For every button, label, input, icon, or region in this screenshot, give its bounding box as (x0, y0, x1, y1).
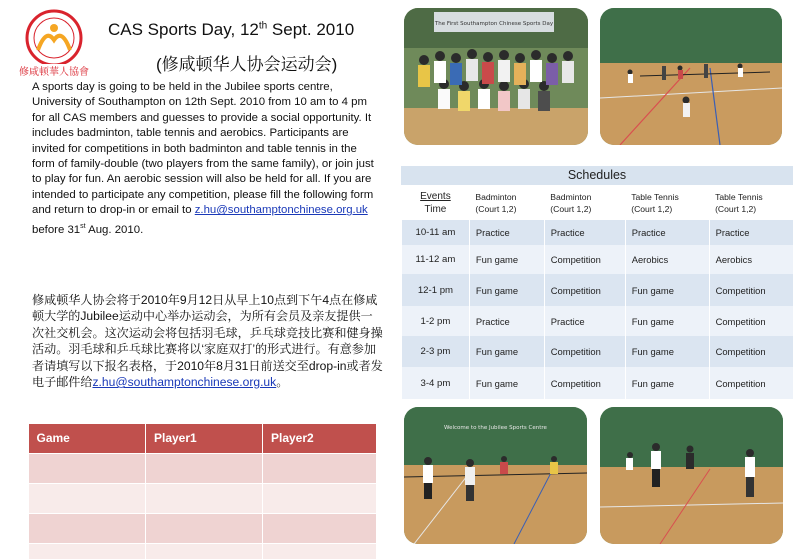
table-row (29, 453, 377, 483)
table-cell[interactable] (29, 483, 146, 513)
hall-banner-text: Welcome to the Jubilee Sports Centre (444, 425, 547, 431)
time-cell: 11-12 am (402, 245, 470, 274)
event-cell: Practice (625, 220, 709, 245)
event-cell: Fun game (469, 245, 544, 274)
table-cell[interactable] (146, 543, 263, 559)
column-header: Badminton (Court 1,2) (469, 185, 544, 220)
badminton-match-photo (404, 407, 587, 544)
column-header: Badminton (Court 1,2) (544, 185, 625, 220)
email-link-en[interactable]: z.hu@southamptonchinese.org.uk (194, 204, 368, 217)
column-header-game: Game (29, 424, 146, 453)
column-header: Table Tennis (Court 1,2) (625, 185, 709, 220)
table-cell[interactable] (146, 483, 263, 513)
table-row (29, 483, 377, 513)
event-cell: Competition (544, 274, 625, 306)
event-cell: Practice (469, 220, 544, 245)
event-cell: Competition (709, 274, 793, 306)
column-header-player1: Player1 (146, 424, 263, 453)
table-row (402, 245, 793, 274)
event-cell: Competition (709, 306, 793, 336)
banner-text: The First Southampton Chinese Sports Day (434, 21, 554, 27)
table-cell[interactable] (29, 453, 146, 483)
sports-hall-photo (600, 8, 782, 145)
group-photo (404, 8, 588, 145)
schedules-table (401, 185, 793, 399)
table-row (402, 336, 793, 367)
intro-chinese: 修咸顿华人协会将于2010年9月12日从早上10点到下午4点在修咸顿大学的Jubilee运动中心举办运动会，为所有会员及亲友提供一次社交机会。这次运动会将包括羽毛球，乒乓球竞技比赛和健身操活动。羽毛球和乒乓球比赛将以‘家庭双打’的形式进行。有意参加者请填写以下报名表格，于2010年8月31日前送交至drop-in或者发电子邮件给z.hu@southamptonchinese.org.uk。 (32, 293, 383, 390)
event-cell: Fun game (625, 274, 709, 306)
event-cell: Fun game (625, 367, 709, 399)
event-cell: Competition (544, 367, 625, 399)
event-cell: Fun game (469, 274, 544, 306)
schedules-panel (401, 166, 793, 399)
schedules-title: Schedules (401, 166, 793, 185)
event-cell: Fun game (469, 367, 544, 399)
table-cell[interactable] (263, 513, 377, 543)
table-row (402, 220, 793, 245)
table-row (29, 513, 377, 543)
event-cell: Competition (544, 245, 625, 274)
email-link-zh[interactable]: z.hu@southamptonchinese.org.uk (92, 375, 277, 390)
event-cell: Practice (544, 306, 625, 336)
event-cell: Fun game (625, 336, 709, 367)
cas-logo (14, 6, 94, 82)
table-cell[interactable] (263, 453, 377, 483)
time-cell: 3-4 pm (402, 367, 470, 399)
table-cell[interactable] (29, 543, 146, 559)
event-cell: Practice (709, 220, 793, 245)
table-cell[interactable] (263, 543, 377, 559)
table-cell[interactable] (146, 513, 263, 543)
table-cell[interactable] (146, 453, 263, 483)
events-time-header: Events Time (402, 185, 470, 220)
event-cell: Practice (469, 306, 544, 336)
time-cell: 12-1 pm (402, 274, 470, 306)
event-cell: Competition (709, 367, 793, 399)
column-header: Table Tennis (Court 1,2) (709, 185, 793, 220)
event-cell: Fun game (625, 306, 709, 336)
table-row (402, 367, 793, 399)
event-cell: Aerobics (625, 245, 709, 274)
event-cell: Aerobics (709, 245, 793, 274)
event-cell: Competition (544, 336, 625, 367)
registration-form-table (28, 424, 377, 559)
logo-badge-text: 修咸顿華人協會 (19, 67, 89, 78)
page-title: CAS Sports Day, 12th Sept. 2010 (108, 20, 355, 39)
column-header-player2: Player2 (263, 424, 377, 453)
players-photo (600, 407, 783, 544)
time-cell: 1-2 pm (402, 306, 470, 336)
table-cell[interactable] (29, 513, 146, 543)
event-cell: Fun game (469, 336, 544, 367)
time-cell: 2-3 pm (402, 336, 470, 367)
table-row (402, 274, 793, 306)
registration-header-row (29, 424, 377, 453)
time-cell: 10-11 am (402, 220, 470, 245)
table-row (402, 306, 793, 336)
table-cell[interactable] (263, 483, 377, 513)
page-subtitle: (修咸顿华人协会运动会) (156, 55, 338, 74)
table-row (29, 543, 377, 559)
schedules-header-row (402, 185, 793, 220)
intro-english: A sports day is going to be held in the Jubilee sports centre, University of Southampton on 12th Sept. 2010 from 10 am to 4 pm for all CAS members and guesses to provide a social opportunity. It includes badminton, table tennis and aerobics. Participants are invited for competitions in both badminton and table tennis in the form of family-double (two players from the same family), or join just to play for fun. An aerobic session will also be held for all. If you are intended to participate any competition, please fill the following form and return to drop-in or email to z.hu@southamptonchinese.org.uk before 31st Aug. 2010. (32, 81, 374, 236)
event-cell: Competition (709, 336, 793, 367)
event-cell: Practice (544, 220, 625, 245)
